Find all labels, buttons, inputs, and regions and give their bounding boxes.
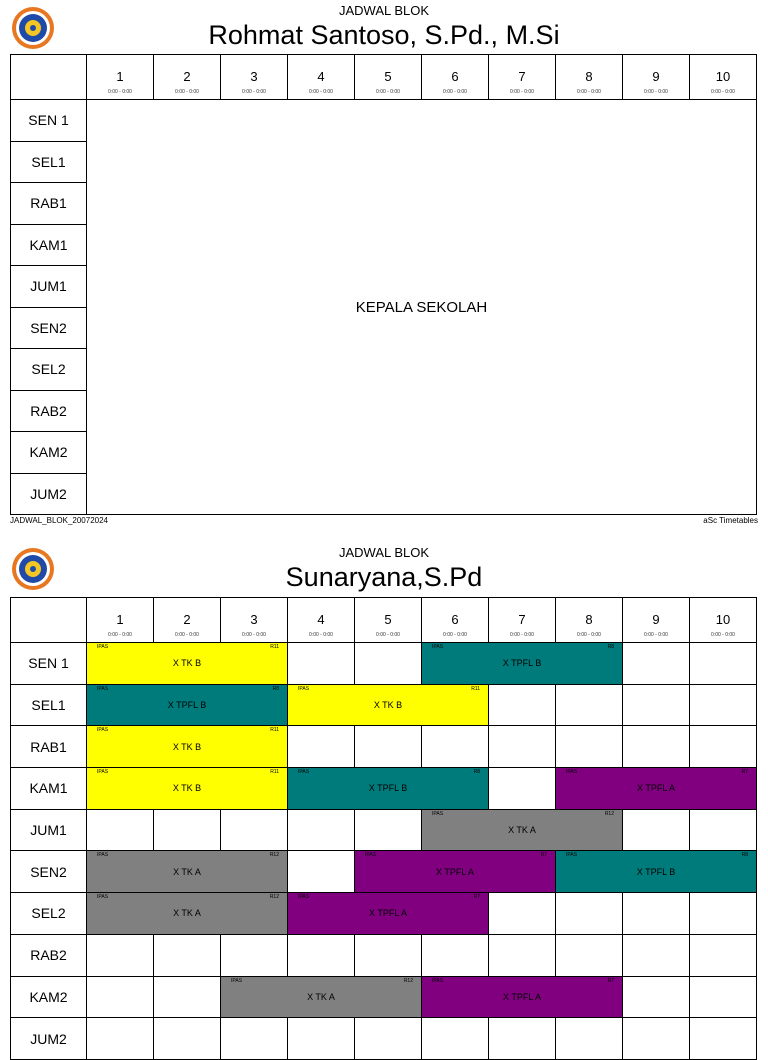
empty-cell (690, 726, 757, 768)
day-label: RAB2 (11, 934, 87, 976)
empty-cell (489, 934, 556, 976)
lesson-room: R7 (473, 894, 480, 901)
lesson-class: X TK A (508, 825, 536, 836)
period-header (154, 598, 221, 643)
period-header (422, 55, 489, 100)
period-time: 0:00 - 0:00 (309, 89, 333, 95)
lesson-block (422, 643, 623, 685)
empty-cell (288, 726, 355, 768)
period-time: 0:00 - 0:00 (108, 632, 132, 638)
lesson-class: X TPFL B (167, 700, 207, 711)
period-header (690, 598, 757, 643)
footer-document-id: JADWAL_BLOK_20072024 (10, 516, 108, 525)
day-label: JUM1 (11, 266, 87, 308)
period-time: 0:00 - 0:00 (309, 632, 333, 638)
day-label: SEN2 (11, 307, 87, 349)
period-number: 8 (585, 612, 593, 627)
lesson-room: R11 (270, 769, 279, 776)
empty-cell (489, 726, 556, 768)
day-row (11, 893, 757, 935)
footer-software: aSc Timetables (703, 516, 758, 525)
period-number: 6 (451, 612, 459, 627)
empty-cell (623, 893, 690, 935)
period-time: 0:00 - 0:00 (577, 632, 601, 638)
lesson-class: X TK B (172, 783, 202, 794)
period-number: 1 (116, 612, 124, 627)
schedule-subtitle: JADWAL BLOK (338, 3, 430, 18)
lesson-class: X TK A (307, 991, 335, 1002)
day-label: KAM2 (11, 976, 87, 1018)
empty-cell (690, 809, 757, 851)
empty-cell (221, 934, 288, 976)
empty-cell (690, 643, 757, 685)
empty-cell (489, 893, 556, 935)
lesson-class: X TK A (173, 908, 201, 919)
period-header (288, 598, 355, 643)
day-label: JUM1 (11, 809, 87, 851)
lesson-room: R8 (607, 644, 614, 650)
empty-cell (489, 684, 556, 726)
lesson-subject: IPAS (298, 769, 310, 776)
day-row (11, 726, 757, 768)
period-header (623, 55, 690, 100)
period-header (288, 55, 355, 100)
lesson-class: X TK B (172, 741, 202, 752)
empty-cell (556, 893, 623, 935)
lesson-room: R8 (741, 852, 748, 859)
period-number: 4 (317, 612, 325, 627)
period-time: 0:00 - 0:00 (577, 89, 601, 95)
empty-cell (422, 726, 489, 768)
lesson-block (556, 851, 757, 893)
lesson-room: R8 (473, 769, 480, 776)
empty-cell (556, 684, 623, 726)
lesson-subject: IPAS (97, 727, 109, 734)
lesson-block (87, 684, 288, 726)
day-label: SEL1 (11, 684, 87, 726)
lesson-block (87, 768, 288, 810)
empty-cell (556, 726, 623, 768)
empty-cell (288, 809, 355, 851)
empty-cell (623, 726, 690, 768)
empty-cell (623, 684, 690, 726)
empty-cell (154, 934, 221, 976)
period-header (623, 598, 690, 643)
lesson-subject: IPAS (97, 852, 109, 859)
lesson-class: X TK A (173, 866, 201, 877)
period-number: 10 (715, 612, 731, 627)
day-label: RAB1 (11, 183, 87, 225)
empty-cell (288, 851, 355, 893)
period-time: 0:00 - 0:00 (108, 89, 132, 95)
period-time: 0:00 - 0:00 (510, 89, 534, 95)
period-time: 0:00 - 0:00 (175, 89, 199, 95)
lesson-class: X TPFL A (368, 908, 408, 919)
lesson-block (556, 768, 757, 810)
empty-cell (87, 976, 154, 1018)
period-header (87, 55, 154, 100)
lesson-subject: IPAS (97, 769, 109, 776)
lesson-room: R12 (604, 810, 614, 817)
lesson-block (422, 809, 623, 851)
period-number: 4 (317, 69, 325, 84)
period-header (690, 55, 757, 100)
lesson-room: R12 (269, 852, 279, 859)
lesson-room: R8 (272, 685, 279, 692)
lesson-class: X TPFL A (502, 991, 542, 1002)
day-label: SEN 1 (11, 100, 87, 142)
period-time: 0:00 - 0:00 (175, 632, 199, 638)
lesson-block (87, 851, 288, 893)
lesson-room: R11 (270, 727, 279, 734)
lesson-block (355, 851, 556, 893)
empty-cell (288, 643, 355, 685)
lesson-class: X TPFL A (435, 866, 475, 877)
period-number: 2 (183, 612, 191, 627)
period-number: 6 (451, 69, 459, 84)
lesson-subject: IPAS (566, 769, 578, 776)
lesson-subject: IPAS (231, 977, 243, 984)
period-number: 5 (384, 612, 392, 627)
day-row (11, 100, 757, 142)
lesson-room: R7 (607, 977, 614, 984)
period-header (221, 598, 288, 643)
empty-cell (623, 934, 690, 976)
period-number: 2 (183, 69, 191, 84)
teacher-name: Rohmat Santoso, S.Pd., M.Si (208, 20, 560, 50)
empty-cell (556, 934, 623, 976)
empty-cell (221, 809, 288, 851)
day-row (11, 684, 757, 726)
teacher-name: Sunaryana,S.Pd (285, 562, 483, 592)
day-label: KAM1 (11, 224, 87, 266)
lesson-subject: IPAS (432, 810, 444, 817)
period-header (154, 55, 221, 100)
corner-cell (11, 55, 87, 100)
lesson-block (422, 976, 623, 1018)
empty-cell (623, 809, 690, 851)
day-label: KAM2 (11, 432, 87, 474)
timetable-page-2 (0, 541, 768, 1047)
lesson-block (221, 976, 422, 1018)
period-header (489, 598, 556, 643)
empty-cell (154, 976, 221, 1018)
period-number: 10 (715, 69, 731, 84)
timetable-grid (10, 54, 757, 515)
lesson-class: X TPFL B (636, 866, 676, 877)
lesson-block (87, 726, 288, 768)
period-time: 0:00 - 0:00 (711, 632, 735, 638)
lesson-subject: IPAS (365, 852, 377, 859)
period-time: 0:00 - 0:00 (443, 89, 467, 95)
empty-cell (355, 809, 422, 851)
lesson-class: X TPFL B (368, 783, 408, 794)
period-number: 5 (384, 69, 392, 84)
lesson-subject: IPAS (432, 644, 444, 650)
lesson-room: R12 (403, 977, 413, 984)
day-label: SEN2 (11, 851, 87, 893)
period-number: 7 (518, 69, 526, 84)
lesson-room: R11 (270, 644, 279, 650)
period-number: 3 (250, 69, 258, 84)
day-label: SEL1 (11, 141, 87, 183)
lesson-room: R12 (269, 894, 279, 901)
lesson-room: R11 (471, 685, 480, 692)
lesson-subject: IPAS (298, 894, 310, 901)
schedule-subtitle: JADWAL BLOK (338, 545, 430, 560)
period-number: 3 (250, 612, 258, 627)
period-time: 0:00 - 0:00 (376, 89, 400, 95)
day-label: RAB1 (11, 726, 87, 768)
day-row (11, 643, 757, 685)
period-header (221, 55, 288, 100)
corner-cell (11, 598, 87, 643)
day-row (11, 851, 757, 893)
empty-cell (489, 768, 556, 810)
empty-cell (690, 934, 757, 976)
empty-cell (690, 684, 757, 726)
day-label: KAM1 (11, 768, 87, 810)
empty-cell (355, 643, 422, 685)
period-time: 0:00 - 0:00 (711, 89, 735, 95)
lesson-class: X TPFL A (636, 783, 676, 794)
empty-cell (623, 976, 690, 1018)
day-label: JUM2 (11, 473, 87, 515)
period-header (489, 55, 556, 100)
period-header (87, 598, 154, 643)
period-number: 1 (116, 69, 124, 84)
empty-cell (87, 809, 154, 851)
lesson-block (288, 684, 489, 726)
empty-cell (288, 934, 355, 976)
period-number: 8 (585, 69, 593, 84)
empty-cell (623, 643, 690, 685)
period-header-row (11, 598, 757, 643)
period-number: 7 (518, 612, 526, 627)
period-time: 0:00 - 0:00 (644, 632, 668, 638)
period-number: 9 (652, 69, 660, 84)
period-number: 9 (652, 612, 660, 627)
period-header (355, 55, 422, 100)
day-label: JUM2 (11, 1018, 87, 1060)
empty-cell (690, 893, 757, 935)
period-header-row (11, 55, 757, 100)
day-row (11, 976, 757, 1018)
lesson-subject: IPAS (432, 977, 444, 984)
lesson-block (87, 893, 288, 935)
empty-cell (422, 934, 489, 976)
period-time: 0:00 - 0:00 (644, 89, 668, 95)
day-row (11, 768, 757, 810)
day-label: SEL2 (11, 349, 87, 391)
timetable-grid (10, 597, 757, 1060)
empty-cell (154, 809, 221, 851)
period-time: 0:00 - 0:00 (510, 632, 534, 638)
period-header (556, 598, 623, 643)
period-time: 0:00 - 0:00 (376, 632, 400, 638)
lesson-block (288, 893, 489, 935)
period-time: 0:00 - 0:00 (242, 632, 266, 638)
period-header (556, 55, 623, 100)
day-row (11, 934, 757, 976)
lesson-subject: IPAS (566, 852, 578, 859)
headmaster-block: KEPALA SEKOLAH (87, 100, 757, 515)
lesson-class: X TPFL B (502, 658, 542, 669)
lesson-room: R7 (741, 769, 748, 776)
empty-cell (690, 976, 757, 1018)
lesson-subject: IPAS (298, 685, 310, 692)
period-header (355, 598, 422, 643)
lesson-class: X TK B (373, 700, 403, 711)
empty-cell (87, 934, 154, 976)
period-header (422, 598, 489, 643)
lesson-block (288, 768, 489, 810)
lesson-subject: IPAS (97, 685, 109, 692)
lesson-subject: IPAS (97, 894, 109, 901)
lesson-room: R7 (540, 852, 547, 859)
day-label: RAB2 (11, 390, 87, 432)
lesson-block (87, 643, 288, 685)
day-label: SEN 1 (11, 643, 87, 685)
lesson-class: X TK B (172, 658, 202, 669)
day-row (11, 809, 757, 851)
empty-cell (355, 726, 422, 768)
empty-cell (355, 934, 422, 976)
lesson-subject: IPAS (97, 644, 109, 650)
period-time: 0:00 - 0:00 (242, 89, 266, 95)
day-label: SEL2 (11, 893, 87, 935)
period-time: 0:00 - 0:00 (443, 632, 467, 638)
